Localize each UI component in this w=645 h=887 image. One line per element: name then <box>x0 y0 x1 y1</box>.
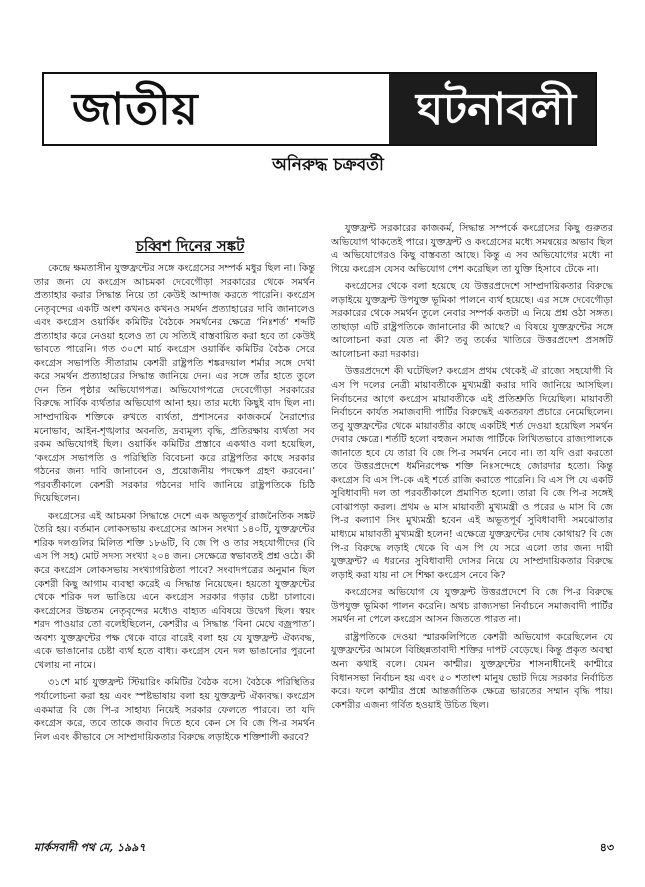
publication-footer: মার্কসবাদী পথ মে, ১৯৯৭ <box>34 841 146 854</box>
paragraph: উত্তরপ্রদেশে কী ঘটেছিল? কংগ্রেস প্রথম থেকেই ঐ রাজ্যে সহযোগী বি এস পি দলের নেত্রী মায়াবতীকে মুখ্যমন্ত্রী করার দাবি জানিয়ে আসছিল। নির্বাচনের আগে কংগ্রেস মায়াবতীকে এই প্রতিশ্রুতি দিয়েছিল। মায়াবতী নির্বাচনে কার্যত সমাজবাদী পার্টির বিরুদ্ধেই একতরফা প্রচারে নেমেছিলেন। তবু যুক্তফ্রন্টের থেকে মায়াবতীর কাছে একটিই শর্ত দেওয়া হয়েছিল সমর্থন দেবার ক্ষেত্রে। শর্তটি হলো বহুজন সমাজ পার্টিকে লিখিতভাবে রাজ্যপালকে জানাতে হবে যে তারা বি জে পি-র সমর্থন নেবে না। তা যদি ওরা করতো তবে উত্তরপ্রদেশে ধর্মনিরপেক্ষ শক্তি নিঃসন্দেহে জোরদার হতো। কিন্তু কংগ্রেস বি এস পি-কে এই শর্তে রাজি করাতে পারেনি। বি এস পি যে একটি সুবিধাবাদী দল তা পরবর্তীকালে প্রমাণিত হলো। তারা বি জে পি-র সঙ্গেই বোঝাপড়া করল। প্রথম ৬ মাস মায়াবতী মুখ্যমন্ত্রী ও পরের ৬ মাস বি জে পি-র কল্যাণ সিং মুখ্যমন্ত্রী হবেন এই অভূতপূর্ব সুবিধাবাদী সমঝোতার মাধ্যমে মায়াবতী মুখ্যমন্ত্রী হলেন! এক্ষেত্রে যুক্তফ্রন্টের দোষ কোথায়? বি জে পি-র বিরুদ্ধে লড়াই থেকে বি এস পি যে সরে এলো তার জন্য দায়ী যুক্তফ্রন্ট? এ ধরনের সুবিধাবাদী দোসর নিয়ে যে সাম্প্রদায়িকতার বিরুদ্ধে লড়াই করা যায় না সে শিক্ষা কংগ্রেস নেবে কি? <box>331 366 613 581</box>
page-number: ৪৩ <box>599 841 614 854</box>
banner-title-events: ঘটনাবলী <box>416 84 577 135</box>
left-column <box>34 262 315 748</box>
paragraph: কংগ্রেসের অভিযোগ যে যুক্তফ্রন্ট উত্তরপ্রদেশে বি জে পি-র বিরুদ্ধে উপযুক্ত ভূমিকা পালন করেনি। অথচ রাজ্যসভা নির্বাচনে সমাজবাদী পার্টির সমর্থন না পেলে কংগ্রেস আসন জিততে পারত না। <box>331 587 613 626</box>
paragraph: কংগ্রেসের এই আচমকা সিদ্ধান্তে দেশে এক অভূতপূর্ব রাজনৈতিক সঙ্কট তৈরি হয়। বর্তমান লোকসভায় কংগ্রেসের আসন সংখ্যা ১৪০টি, যুক্তফ্রন্টের শরিক দলগুলির মিলিত শক্তি ১৮৬টি, বি জে পি ও তার সহযোগীদের (বি এস পি সহ) মোট সদস্য সংখ্যা ২০৪ জন। সেক্ষেত্রে স্বভাবতই প্রশ্ন ওঠে। কী করে কংগ্রেস লোকসভায় সংখ্যাগরিষ্ঠতা পাবে? সংবাদপত্রের অনুমান ছিল কেশরী কিছু আগাম ব্যবস্থা করেই এ সিদ্ধান্ত নিয়েছেন। হয়তো যুক্তফ্রন্টের থেকে শরিক দল ভাঙিয়ে এনে কংগ্রেস সরকার গড়ার চেষ্টা চালাবে। কংগ্রেসের উচ্চতম নেতৃবৃন্দের মধ্যেও বাহ্যত এবিষয়ে উদ্বেগ ছিল। স্বয়ং শরদ পাওয়ার তো বলেইছিলেন, কেশরীর এ সিদ্ধান্ত ‘বিনা মেঘে বজ্রপাত’। অবশ্য যুক্তফ্রন্টের পক্ষ থেকে বারে বারেই বলা হয় যে যুক্তফ্রন্ট ঐক্যবদ্ধ, একে ভাঙানোর চেষ্টা ব্যর্থ হতে বাধ্য। কংগ্রেস যেন দল ভাঙানোর পুরনো খেলায় না নামে। <box>34 510 315 671</box>
paragraph: কংগ্রেসের থেকে বলা হয়েছে যে উত্তরপ্রদেশে সাম্প্রদায়িকতার বিরুদ্ধে লড়াইয়ে যুক্তফ্রন্ট উপযুক্ত ভূমিকা পালনে ব্যর্থ হয়েছে। এর সঙ্গে দেবেগৌড়া সরকারের থেকে সমর্থন তুলে নেবার সম্পর্ক কতটা এ নিয়ে প্রশ্ন ওঠা সঙ্গত। তাছাড়া এটি রাষ্ট্রপতিকে জানানোর কী আছে? এ বিষয়ে যুক্তফ্রন্টের সঙ্গে আলোচনা করা যেত না কী? তবু তর্কের খাতিরে উত্তরপ্রদেশ প্রসঙ্গটি আলোচনা করা দরকার। <box>331 281 613 360</box>
paragraph: রাষ্ট্রপতিকে দেওয়া স্মারকলিপিতে কেশরী অভিযোগ করেছিলেন যে যুক্তফ্রন্টের আমলে বিচ্ছিন্নতাবাদী শক্তির দাপট বেড়েছে। কিন্তু প্রকৃত অবস্থা অন্য কথাই বলে। যেমন কাশ্মীর। যুক্তফ্রন্টের শাসনাধীনেই কাশ্মীরে বিধানসভা নির্বাচন হয় এবং ৫০ শতাংশ মানুষ ভোট দিয়ে সরকার নির্বাচিত করে। ফলে কাশ্মীর প্রশ্নে আন্তর্জাতিক ক্ষেত্রে ভারতের সম্মান বৃদ্ধি পায়। কেশরীর এজন্য গর্বিত হওয়াই উচিত ছিল। <box>331 631 613 711</box>
paragraph: যুক্তফ্রন্ট সরকারের কাজকর্ম, সিদ্ধান্ত সম্পর্কে কংগ্রেসের কিছু গুরুতর অভিযোগ থাকতেই পারে। যুক্তফ্রন্ট ও কংগ্রেসের মধ্যে সমন্বয়ের অভাব ছিল এ অভিযোগেরও কিছু বাস্তবতা আছে। কিন্তু এ সব অভিযোগের মধ্যে না গিয়ে কংগ্রেস যেসব অভিযোগ পেশ করেছিল তা যুক্তি হিসাবে টেকে না। <box>331 223 613 275</box>
section-banner <box>42 72 597 146</box>
paragraph: কেন্দ্রে ক্ষমতাসীন যুক্তফ্রন্টের সঙ্গে কংগ্রেসের সম্পর্ক মধুর ছিল না। কিন্তু তার জন্য যে কংগ্রেস আচমকা দেবেগৌড়া সরকারের থেকে সমর্থন প্রত্যাহার করার সিদ্ধান্ত নিয়ে তা কেউই আন্দাজ করতে পারেনি। কংগ্রেস নেতৃবৃন্দের একটি অংশ কখনও কখনও সমর্থন প্রত্যাহারের দাবি জানালেও এবং কংগ্রেস ওয়ার্কিং কমিটির বৈঠকে সমর্থনের ক্ষেত্রে ‘নিঃশর্ত’ শব্দটি প্রত্যাহার করে নেওয়া হলেও তা যে সত্যিই বাস্তবায়িত করা হবে তা কেউই ভাবতে পারেনি। গত ৩০শে মার্চ কংগ্রেস ওয়ার্কিং কমিটির বৈঠক সেরে কংগ্রেস সভাপতি সীতারাম কেশরী রাষ্ট্রপতি শঙ্করদয়াল শর্মার সঙ্গে দেখা করে সমর্থন প্রত্যাহারের সিদ্ধান্ত জানিয়ে দেন। এর সঙ্গে তাঁর হাতে তুলে দেন তিন পৃষ্ঠার অভিযোগপত্র। অভিযোগপত্রে দেবেগৌড়া সরকারের বিরুদ্ধে সার্বিক ব্যর্থতার অভিযোগ আনা হয়। তার মধ্যে কিছুই বাদ ছিল না। সাম্প্রদায়িক শক্তিকে রুখতে ব্যর্থতা, প্রশাসনের কাজকর্মে নৈরাশ্যের মনোভাব, আইন-শৃঙ্খলার অবনতি, দ্রব্যমূল্য বৃদ্ধি, প্রতিরক্ষায় ব্যর্থতা সব রকম অভিযোগই ছিল। ওয়ার্কিং কমিটির প্রস্তাবে একথাও বলা হয়েছিল, ‘কংগ্রেস সভাপতি ও পরিস্থিতি বিবেচনা করে রাষ্ট্রপতির কাছে সরকার গঠনের জন্য দাবি জানাবেন ও, প্রয়োজনীয় পদক্ষেপ গ্রহণ করবেন।’ পরবর্তীকালে কেশরী সরকার গঠনের দাবি জানিয়ে রাষ্ট্রপতিকে চিঠি দিয়েছিলেন। <box>34 263 315 505</box>
paragraph: ৩১শে মার্চ যুক্তফ্রন্ট স্টিয়ারিং কমিটির বৈঠক বসে। বৈঠকে পরিস্থিতির পর্যালোচনা করা হয় এবং স্পষ্টভাষায় বলা হয় যুক্তফ্রন্ট ঐক্যবদ্ধ। কংগ্রেস একমাত্র বি জে পি-র সাহায্য নিয়েই সরকার ফেলতে পারবে। তা যদি কংগ্রেস করে, তবে তাকে জবাব দিতে হবে কেন সে বি জে পি-র সমর্থন নিল এবং কীভাবে সে সাম্প্রদায়িকতার বিরুদ্ধে লড়াইকে শক্তিশালী করবে? <box>34 677 315 743</box>
right-column <box>331 222 613 716</box>
author-name: অনিরুদ্ধ চক্রবর্তী <box>272 155 384 175</box>
banner-title-national: জাতীয় <box>72 84 199 135</box>
article-heading: চব্বিশ দিনের সঙ্কট <box>135 237 245 255</box>
